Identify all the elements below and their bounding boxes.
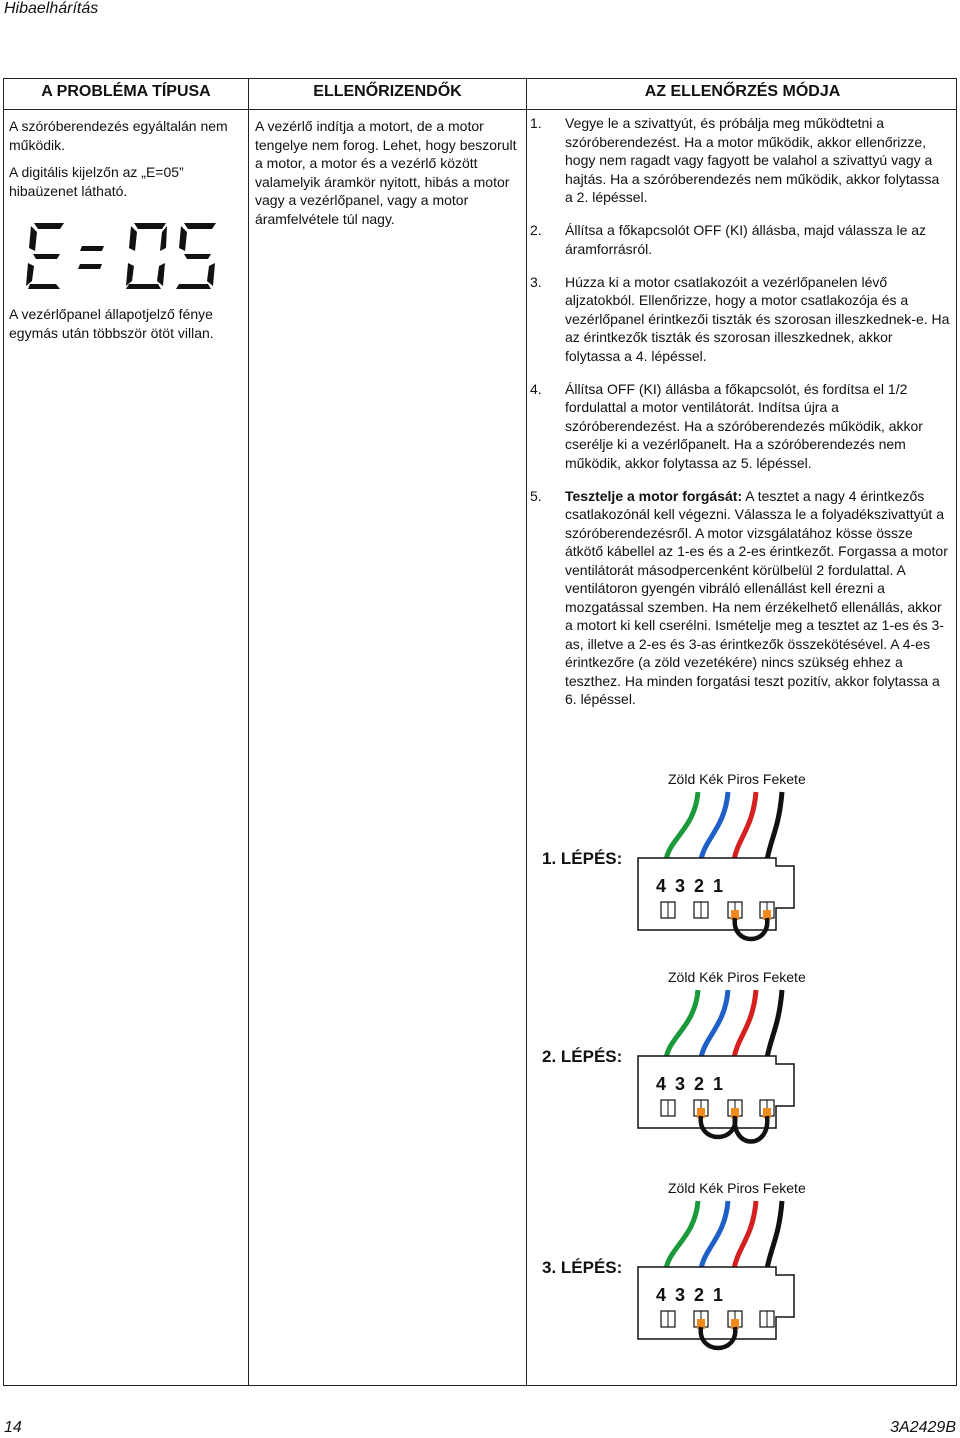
pin-numbers: 4 3 2 1: [656, 1074, 726, 1094]
step-text: Állítsa a főkapcsolót OFF (KI) állásba, majd válassza le az áramforrásról.: [565, 222, 927, 257]
connector-diagram-2: [520, 966, 960, 1156]
step-1: [530, 114, 950, 207]
step-label: 3. LÉPÉS:: [542, 1258, 623, 1277]
blue-wire: [701, 990, 728, 1058]
step-number: 5.: [530, 487, 542, 504]
problem-led-blink: A vezérlőpanel állapotjelző fénye egymás után többször ötöt villan.: [9, 306, 214, 341]
blue-wire: [701, 792, 728, 860]
green-wire: [666, 1201, 698, 1269]
wire-color-legend: Zöld Kék Piros Fekete: [668, 771, 806, 787]
check-description: A vezérlő indítja a motort, de a motor tengelye nem forog. Lehet, hogy beszorult a motor, a motor és a vezérlő között valamelyik áramkör nyitott, hibás a motor vagy a vezérlőpanel, vagy a motor áramfelvétele túl nagy.: [255, 118, 517, 227]
step-4: [530, 380, 950, 473]
seven-segment-E: [26, 223, 64, 289]
problem-description: A szóróberendezés egyáltalán nem működik.: [9, 118, 228, 153]
wire-color-legend: Zöld Kék Piros Fekete: [668, 1180, 806, 1196]
wire-color-legend: Zöld Kék Piros Fekete: [668, 969, 806, 985]
green-wire: [666, 792, 698, 860]
step-text: A tesztet a nagy 4 érintkezős csatlakozónál kell végezni. Válassza le a folyadékszivattyút a szóróberendezésről. A motor vizsgálatához kösse össze átkötő kábellel az 1-es és a 2-es érintkezőt. Forgassa a motor ventilátorát másodpercenként körülbelül 2 fordulattal. A ventilátoron gyengén vibráló ellenállást kell érezni a mozgatással szemben. Ha nem érzékelhető ellenállás, akkor a motort ki kell cserélni. Ismételje meg a tesztet az 1-es és 3-as, illetve a 2-es és 3-as érintkezők összekötésével. A 4-es érintkezőre (a zöld vezetékére) nincs szükség ehhez a teszthez. Ha minden forgatási teszt pozitív, akkor folytassa a 6. lépéssel.: [565, 487, 948, 707]
connector-diagram-3: [520, 1177, 960, 1367]
connector-diagram-1: [520, 768, 960, 958]
pin-numbers: 4 3 2 1: [656, 876, 726, 896]
section-title: Hibaelhárítás: [4, 0, 99, 17]
red-wire: [734, 1201, 756, 1269]
step-text: Állítsa OFF (KI) állásba a főkapcsolót, és fordítsa el 1/2 fordulattal a motor ventilátorát. Indítsa újra a szóróberendezést. Ha a szóróberendezés működik, akkor cserélje ki a vezérlőpanelt. Ha a szóróberendezés nem működik, akkor folytassa az 5. lépéssel.: [565, 380, 923, 471]
red-wire: [734, 792, 756, 860]
document-code: 3A2429B: [890, 1419, 956, 1436]
error-code-text: E=05: [26, 218, 29, 219]
blue-wire: [701, 1201, 728, 1269]
column-divider: [248, 79, 249, 1385]
check-steps: [530, 114, 950, 723]
header-divider: [4, 109, 956, 110]
step-bold-lead: Tesztelje a motor forgását:: [565, 487, 743, 504]
step-text: Vegye le a szivattyút, és próbálja meg működtetni a szóróberendezést. Ha a motor működik, akkor ellenőrizze, hogy nem ragadt vagy fagyott be valahol a szivattyú vagy a hajtás. Ha a szóróberendezés nem működik, akkor folytassa a 2. lépéssel.: [565, 115, 940, 205]
step-number: 3.: [530, 273, 542, 290]
header-problem-type: A PROBLÉMA TÍPUSA: [41, 83, 211, 100]
problem-display-message: A digitális kijelzőn az „E=05” hibaüzenet látható.: [9, 164, 184, 199]
seven-segment-5: [176, 223, 216, 289]
step-label: 2. LÉPÉS:: [542, 1047, 623, 1066]
black-wire: [767, 792, 782, 860]
error-code-display: [26, 218, 216, 293]
black-wire: [767, 1201, 782, 1269]
step-2: [530, 221, 950, 258]
step-number: 4.: [530, 380, 542, 397]
step-number: 2.: [530, 222, 542, 238]
seven-segment-0: [126, 223, 167, 289]
step-5: [530, 487, 950, 709]
step-text: Húzza ki a motor csatlakozóit a vezérlőpanelen lévő aljzatokból. Ellenőrizze, hogy a motor csatlakozója és a vezérlőpanel érintkezői tiszták és szorosan illeszkednek-e. Ha az érintkezők tiszták és szorosan illeszkednek, akkor folytassa a 4. lépéssel.: [565, 273, 950, 364]
pin-numbers: 4 3 2 1: [656, 1285, 726, 1305]
red-wire: [734, 990, 756, 1058]
header-check-method: AZ ELLENŐRZÉS MÓDJA: [644, 83, 841, 100]
step-number: 1.: [530, 115, 542, 131]
green-wire: [666, 990, 698, 1058]
step-label: 1. LÉPÉS:: [542, 849, 623, 868]
page-number: 14: [4, 1419, 22, 1436]
header-checks: ELLENŐRIZENDŐK: [313, 83, 462, 100]
seven-segment-equals: [78, 246, 104, 269]
black-wire: [767, 990, 782, 1058]
step-3: [530, 273, 950, 366]
